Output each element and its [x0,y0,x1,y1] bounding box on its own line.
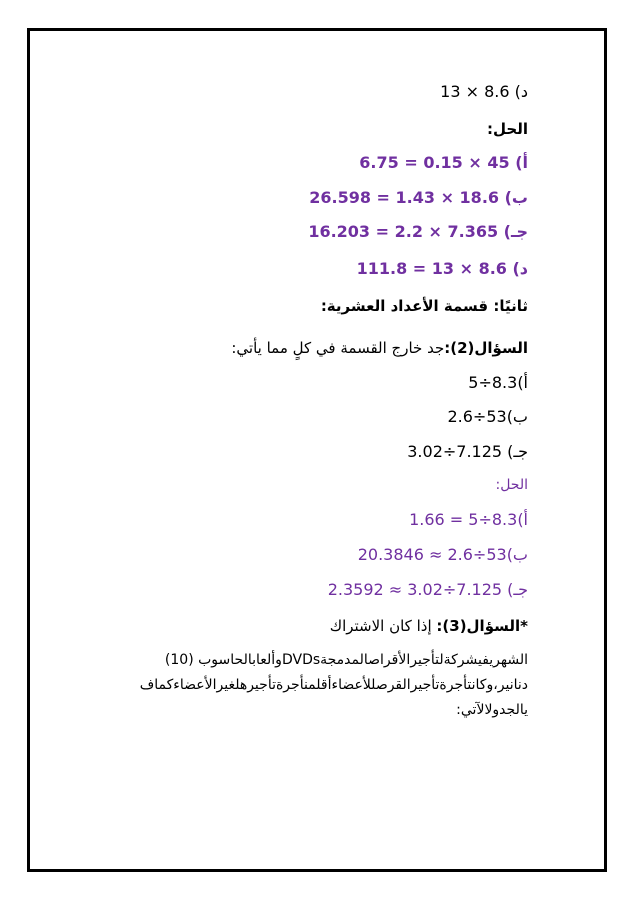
solution1-line-a: أ) 45 × 0.15 = 6.75 [359,153,528,172]
paragraph-line-2: دنانير،وكانتأجرةتأجيرالقرصللأعضاءأقلمنأجرةتأجيرهلغيرالأعضاءكماف [139,677,528,693]
solution2-line-c: جـ) 7.125÷3.02 ≈ 2.3592 [327,580,528,599]
solution2-line-a: أ)8.3÷5 = 1.66 [409,510,528,529]
solution-heading-1: الحل: [487,120,528,138]
question3-paragraph [123,648,528,723]
question2 [231,339,528,357]
solution1-line-d: د) 8.6 × 13 = 111.8 [356,259,528,278]
paragraph-line-3: يالجدولالآتي: [456,702,528,718]
q2-item-b: ب)53÷2.6 [447,407,528,426]
q2-item-a: أ)8.3÷5 [468,373,528,392]
question2-text: جد خارج القسمة في كلٍ مما يأتي: [231,339,445,357]
question3-label: *السؤال(3): [436,617,528,635]
part-d-question: د) 8.6 × 13 [440,82,528,101]
question3 [330,617,528,635]
question3-text: إذا كان الاشتراك [329,617,432,635]
solution1-line-b: ب) 18.6 × 1.43 = 26.598 [309,188,528,207]
section2-title: ثانيًا: قسمة الأعداد العشرية: [320,297,528,315]
solution-heading-2: الحل: [495,477,528,493]
q2-item-c: جـ) 7.125÷3.02 [407,442,528,461]
solution1-line-c: جـ) 7.365 × 2.2 = 16.203 [308,222,528,241]
question2-label: السؤال(2): [444,339,528,357]
solution2-line-b: ب)53÷2.6 ≈ 20.3846 [357,545,528,564]
paragraph-line-1: الشهريفيشركةلتأجيرالأقراصالمدمجةDVDsوألعابالحاسوب (10) [164,652,528,668]
